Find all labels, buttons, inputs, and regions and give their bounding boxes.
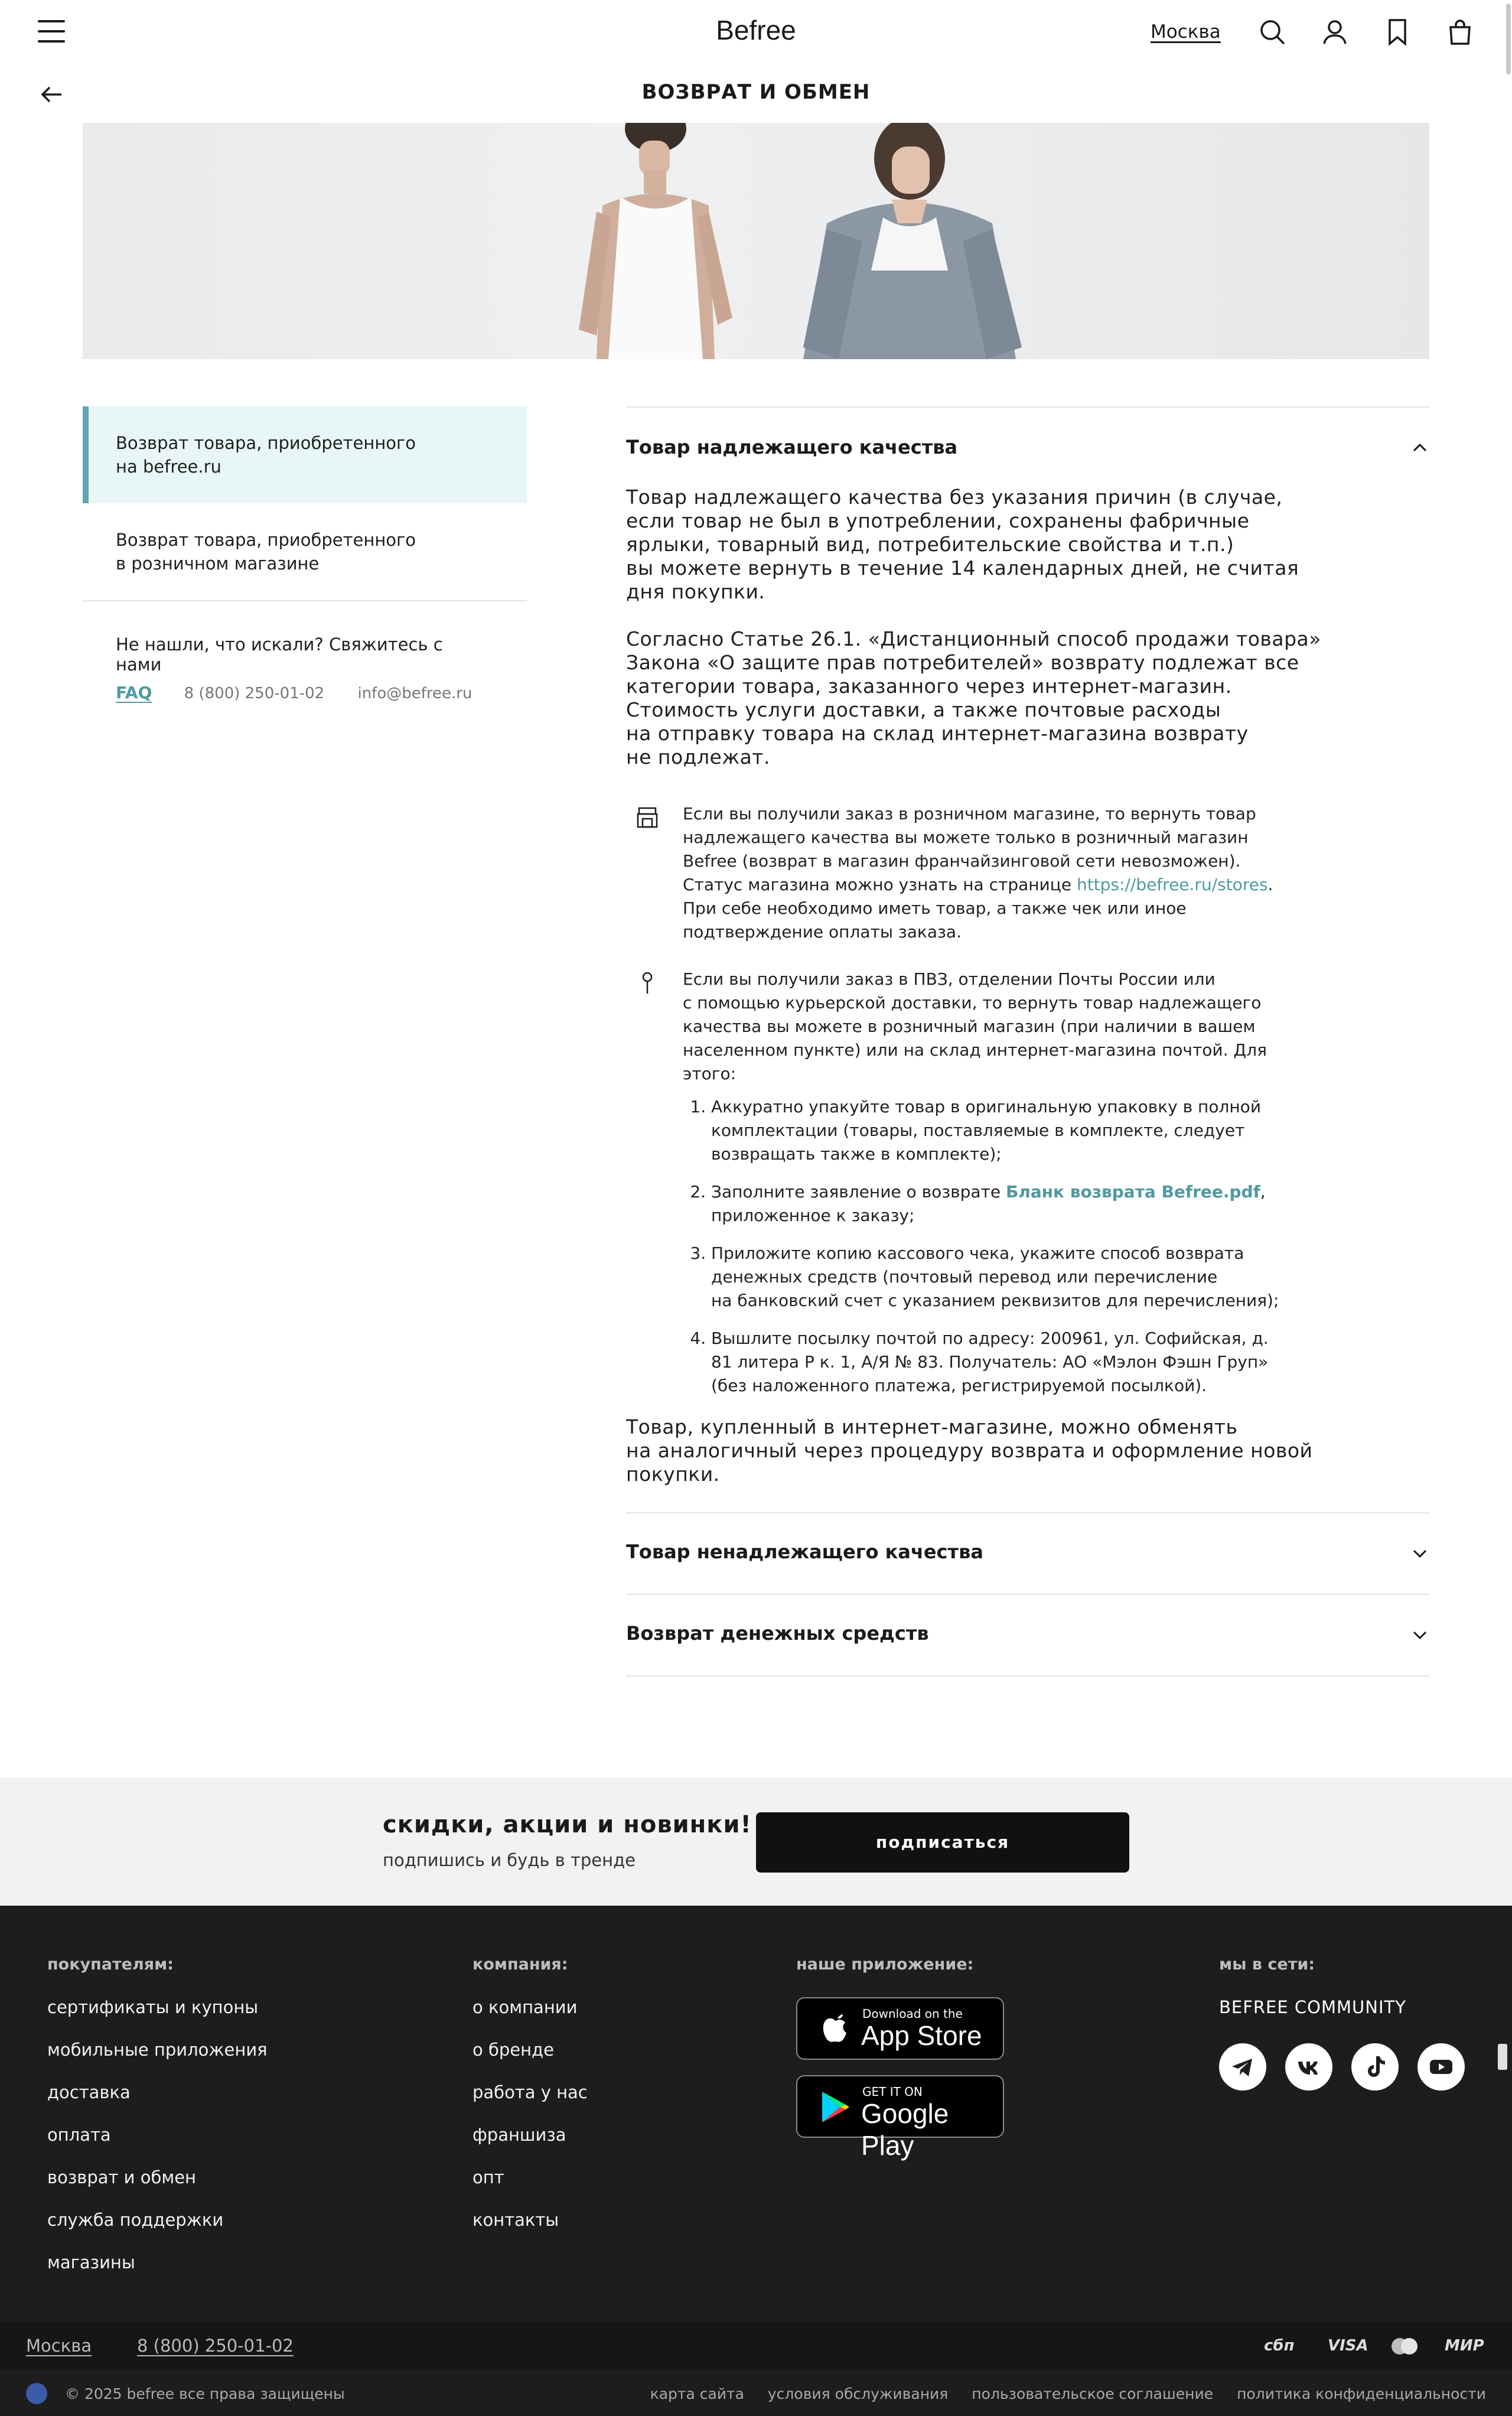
info-pickup-return	[626, 968, 1429, 1398]
info-pickup-text: Если вы получили заказ в ПВЗ, отделении Почты России или с помощью курьерской доставки, то вернуть товар надлежащего качества вы можете в розничный магазин (при наличии в вашем населенном пункте) или на склад интернет-магазина почтой. Для этого:	[683, 969, 1267, 1083]
location-pin-icon	[634, 970, 660, 996]
sidebar-item-online-return[interactable]: Возврат товара, приобретенного на befree.ru	[83, 406, 527, 503]
footer-contact-bar	[0, 2323, 1512, 2370]
footer-app-title: наше приложение:	[796, 1955, 974, 1974]
sbp-icon: сбп	[1264, 2337, 1295, 2355]
quality-paragraph-1: Товар надлежащего качества без указания причин (в случае, если товар не был в употреблении, сохранены фабричные ярлыки, товарный вид, потребительские свойства и т.п.) вы можете вернуть в течение 14 календарных дней, не считая дня покупки.	[626, 486, 1299, 603]
faq-link[interactable]: FAQ	[116, 683, 152, 702]
contact-title: Не нашли, что искали? Свяжитесь с нами	[116, 634, 443, 675]
return-step-2-text: Заполните заявление о возврате	[711, 1182, 1006, 1202]
site-footer	[0, 1906, 1512, 2416]
return-accordion	[626, 406, 1429, 1676]
scrollbar-thumb[interactable]	[1506, 4, 1511, 74]
return-step-2-tail: , приложенное к заказу;	[711, 1182, 1266, 1225]
site-header	[0, 0, 1512, 64]
community-link[interactable]: BEFREE COMMUNITY	[1219, 1997, 1406, 2017]
footer-link[interactable]: оплата	[47, 2125, 111, 2145]
contact-email[interactable]: info@befree.ru	[357, 685, 472, 702]
globe-icon	[26, 2383, 47, 2404]
bookmark-icon[interactable]	[1383, 18, 1412, 46]
footer-bottom-link[interactable]: карта сайта	[650, 2385, 744, 2402]
logo[interactable]: Befree	[716, 15, 796, 45]
footer-social	[1219, 1955, 1465, 2091]
accordion-title: Товар ненадлежащего качества	[626, 1541, 983, 1563]
google-play-icon	[817, 2088, 853, 2126]
info-store-text: Если вы получили заказ в розничном магазине, то вернуть товар надлежащего качества вы можете только в розничный магазин Befree (возврат в магазин франчайзинговой сети невозможен). Статус магазина можно узнать на странице	[683, 804, 1256, 894]
accordion-title: Возврат денежных средств	[626, 1622, 929, 1645]
footer-bottom-link[interactable]: условия обслуживания	[767, 2385, 949, 2402]
accordion-header-defective[interactable]	[626, 1513, 1429, 1594]
info-store-return	[626, 802, 1429, 944]
return-steps-list	[683, 1095, 1429, 1398]
footer-link[interactable]: франшиза	[472, 2125, 566, 2145]
return-form-pdf-link[interactable]: Бланк возврата Befree.pdf	[1005, 1182, 1260, 1202]
hero-image	[83, 123, 1429, 359]
footer-company-title: компания:	[472, 1955, 568, 1974]
sidebar	[83, 406, 527, 702]
footer-link[interactable]: опт	[472, 2167, 504, 2187]
footer-buyers	[47, 1955, 268, 2295]
sidebar-item-store-return[interactable]: Возврат товара, приобретенного в розничном магазине	[116, 530, 416, 574]
subscribe-banner	[0, 1778, 1512, 1906]
search-icon[interactable]	[1258, 18, 1286, 46]
footer-link[interactable]: о бренде	[472, 2040, 554, 2060]
appstore-caption: Download on the	[862, 2007, 963, 2021]
return-step-3: 3. Приложите копию кассового чека, укажите способ возврата денежных средств (почтовый перевод или перечисление на банковский счет с указанием реквизитов для перечисления);	[711, 1242, 1429, 1313]
accordion-header-refund[interactable]	[626, 1595, 1429, 1675]
return-step-1: 1. Аккуратно упакуйте товар в оригинальную упаковку в полной комплектации (товары, поставляемые в комплекте, следует возвращать также в комплекте);	[711, 1095, 1429, 1166]
page-subheader	[0, 70, 1512, 117]
footer-bottom-link[interactable]: пользовательское соглашение	[972, 2385, 1214, 2402]
subscribe-button[interactable]: подписаться	[756, 1812, 1129, 1873]
googleplay-caption: GET IT ON	[862, 2085, 923, 2099]
hero-model-woman	[774, 123, 1069, 359]
footer-link[interactable]: контакты	[472, 2210, 559, 2230]
chat-widget-handle[interactable]	[1498, 2044, 1507, 2070]
page-title: ВОЗВРАТ И ОБМЕН	[641, 80, 871, 104]
store-icon	[634, 805, 660, 831]
return-step-2	[711, 1180, 1429, 1227]
footer-social-title: мы в сети:	[1219, 1955, 1315, 1974]
info-store-tail: . При себе необходимо иметь товар, а также чек или иное подтверждение оплаты заказа.	[683, 875, 1273, 942]
exchange-paragraph: Товар, купленный в интернет-магазине, можно обменять на аналогичный через процедуру возврата и оформление новой покупки.	[626, 1415, 1313, 1486]
footer-buyers-title: покупателям:	[47, 1955, 174, 1974]
hero-model-man	[561, 123, 774, 359]
bag-icon[interactable]	[1446, 18, 1474, 46]
footer-link[interactable]: возврат и обмен	[47, 2167, 197, 2187]
tiktok-icon[interactable]	[1351, 2043, 1399, 2091]
chevron-up-icon[interactable]	[1410, 438, 1429, 457]
contact-block	[83, 601, 527, 702]
footer-link[interactable]: сертификаты и купоны	[47, 1997, 259, 2017]
footer-company	[472, 1955, 588, 2252]
googleplay-name: Google Play	[861, 2098, 949, 2161]
footer-link[interactable]: служба поддержки	[47, 2210, 224, 2230]
accordion-title: Товар надлежащего качества	[626, 436, 958, 458]
user-icon[interactable]	[1321, 18, 1349, 46]
youtube-icon[interactable]	[1418, 2043, 1465, 2091]
divider	[626, 1675, 1429, 1676]
accordion-header-quality[interactable]	[626, 408, 1429, 488]
footer-bottom-link[interactable]: политика конфиденциальности	[1237, 2385, 1486, 2402]
mir-icon: МИР	[1445, 2337, 1484, 2355]
chevron-down-icon[interactable]	[1410, 1626, 1429, 1645]
footer-link[interactable]: магазины	[47, 2252, 135, 2272]
footer-phone[interactable]: 8 (800) 250-01-02	[137, 2336, 294, 2356]
footer-link[interactable]: доставка	[47, 2082, 131, 2102]
footer-link[interactable]: работа у нас	[472, 2082, 588, 2102]
footer-link[interactable]: мобильные приложения	[47, 2040, 268, 2060]
appstore-name: App Store	[861, 2020, 982, 2051]
telegram-icon[interactable]	[1219, 2043, 1266, 2091]
footer-link[interactable]: о компании	[472, 1997, 578, 2017]
return-step-4: 4. Вышлите посылку почтой по адресу: 200961, ул. Софийская, д. 81 литера Р к. 1, А/Я № 83. Получатель: АО «Мэлон Фэшн Груп» (без наложенного платежа, регистрируемой посылкой).	[711, 1327, 1429, 1398]
subscribe-title: скидки, акции и новинки!	[383, 1811, 752, 1838]
apple-icon	[817, 2010, 853, 2048]
city-selector[interactable]: Москва	[1151, 21, 1221, 43]
copyright: © 2025 befree все права защищены	[65, 2385, 345, 2402]
chevron-down-icon[interactable]	[1410, 1544, 1429, 1563]
footer-app	[796, 1955, 1004, 2161]
vk-icon[interactable]	[1285, 2043, 1332, 2091]
mastercard-icon	[1388, 2334, 1421, 2358]
contact-phone[interactable]: 8 (800) 250-01-02	[184, 685, 325, 702]
stores-link[interactable]: https://befree.ru/stores	[1076, 875, 1268, 894]
menu-icon[interactable]	[38, 20, 65, 43]
visa-icon: VISA	[1328, 2337, 1368, 2355]
quality-paragraph-2: Согласно Статье 26.1. «Дистанционный способ продажи товара» Закона «О защите прав потребителей» возврату подлежат все категории товара, заказанного через интернет-магазин. Стоимость услуги доставки, а также почтовые расходы на отправку товара на склад интернет-магазина возврату не подлежат.	[626, 627, 1321, 769]
google-play-badge[interactable]	[796, 2075, 1004, 2161]
footer-city[interactable]: Москва	[26, 2336, 92, 2356]
app-store-badge[interactable]	[796, 1997, 1004, 2060]
footer-bottom-bar	[0, 2370, 1512, 2416]
subscribe-text: подпишись и будь в тренде	[383, 1850, 636, 1870]
